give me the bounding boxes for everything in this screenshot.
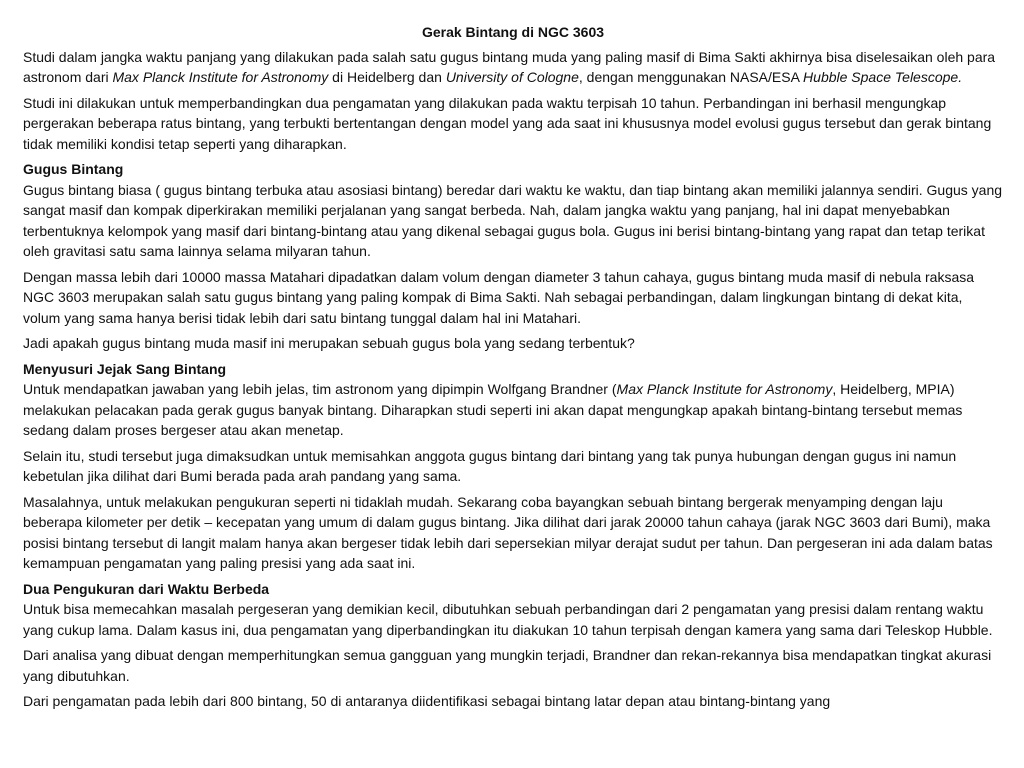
intro-institute-cologne: University of Cologne xyxy=(445,69,579,85)
jejak-text-1: Untuk mendapatkan jawaban yang lebih jelas, tim astronom yang dipimpin Wolfgang Brandner ( xyxy=(23,381,617,397)
section-heading-gugus-bintang: Gugus Bintang xyxy=(23,161,124,177)
paragraph-question: Jadi apakah gugus bintang muda masif ini merupakan sebuah gugus bola yang sedang terbentuk? xyxy=(23,335,635,351)
section-dua-pengukuran xyxy=(23,579,1003,641)
paragraph-intro xyxy=(23,47,1003,88)
paragraph-massa: Dengan massa lebih dari 10000 massa Matahari dipadatkan dalam volum dengan diameter 3 tahun cahaya, gugus bintang muda masif di nebula raksasa NGC 3603 merupakan salah satu gugus bintang yang paling kompak di Bima Sakti. Nah sebagai perbandingan, dalam lingkungan bintang di dekat kita, volum yang sama hanya berisi tidak lebih dari satu bintang tunggal dalam hal ini Matahari. xyxy=(23,268,975,326)
intro-text-2: di Heidelberg dan xyxy=(328,69,446,85)
paragraph-study: Studi ini dilakukan untuk memperbandingkan dua pengamatan yang dilakukan pada waktu terpisah 10 tahun. Perbandingan ini berhasil mengungkap pergerakan beberapa ratus bintang, yang terbukti bertentangan dengan model yang ada saat ini khususnya model evolusi gugus tersebut dan gerak bintang tidak memiliki kondisi tetap seperti yang diharapkan. xyxy=(23,94,992,152)
paragraph-measurement: Masalahnya, untuk melakukan pengukuran seperti ni tidaklah mudah. Sekarang coba bayangkan sebuah bintang bergerak menyamping dengan laju beberapa kilometer per detik – kecepatan yang umum di dalam gugus bintang. Jika dilihat dari jarak 20000 tahun cahaya (jarak NGC 3603 dari Bumi), maka posisi bintang tersebut di langit malam hanya akan bergeser tidak lebih dari sepersekian milyar derajat sudut per tahun. Dan pergeseran ini ada dalam batas kemampuan pengamatan yang paling presisi yang ada saat ini. xyxy=(23,493,993,571)
intro-text-3: , dengan menggunakan NASA/ESA xyxy=(578,69,804,85)
intro-telescope: Hubble Space Telescope. xyxy=(803,69,963,85)
section-heading-dua-pengukuran: Dua Pengukuran dari Waktu Berbeda xyxy=(23,580,270,597)
section-gugus-bintang xyxy=(23,159,1003,262)
document-page xyxy=(23,22,1003,717)
jejak-institute: Max Planck Institute for Astronomy xyxy=(616,381,833,397)
intro-text-1: Studi dalam jangka waktu panjang yang dilakukan pada salah satu gugus bintang muda yang paling masif di Bima Sakti akhirnya bisa diselesaikan oleh para astronom dari xyxy=(23,48,996,85)
jejak-text-2: , Heidelberg, MPIA) melakukan pelacakan pada gerak gugus banyak bintang. Diharapkan studi seperti ini akan dapat mengungkap apakah bintang-bintang tersebut memas sedang dalam proses bergeser atau akan menetap. xyxy=(23,381,963,438)
intro-institute-mpia: Max Planck Institute for Astronomy xyxy=(112,69,329,85)
document-title: Gerak Bintang di NGC 3603 xyxy=(421,24,605,40)
paragraph-dua-pengukuran: Untuk bisa memecahkan masalah pergeseran yang demikian kecil, dibutuhkan sebuah perbandingan dari 2 pengamatan yang presisi dalam rentang waktu yang cukup lama. Dalam kasus ini, dua pengamatan yang diperbandingkan itu diakukan 10 tahun terpisah dengan kamera yang sama dari Teleskop Hubble. xyxy=(23,601,993,638)
paragraph-analysis: Dari analisa yang dibuat dengan memperhitungkan semua gangguan yang mungkin terjadi, Brandner dan rekan-rekannya bisa mendapatkan tingkat akurasi yang dibutuhkan. xyxy=(23,647,992,684)
section-jejak-bintang xyxy=(23,359,1003,441)
paragraph-gugus-bintang: Gugus bintang biasa ( gugus bintang terbuka atau asosiasi bintang) beredar dari waktu ke waktu, dan tiap bintang akan memiliki jalannya sendiri. Gugus yang sangat masif dan kompak diperkirakan memiliki perjalanan yang sangat berbeda. Nah, dalam jangka waktu yang panjang, hal ini dapat menyebabkan terbentuknya kelompok yang masif dari bintang-bintang atau yang dikenal sebagai gugus bola. Gugus ini berisi bintang-bintang yang rapat dan tetap terikat oleh gravitasi satu sama lainnya selama milyaran tahun. xyxy=(23,181,1003,259)
paragraph-observation: Dari pengamatan pada lebih dari 800 bintang, 50 di antaranya diidentifikasi sebagai bintang latar depan atau bintang-bintang yang xyxy=(23,693,831,709)
paragraph-separation: Selain itu, studi tersebut juga dimaksudkan untuk memisahkan anggota gugus bintang dari bintang yang tak punya hubungan dengan gugus ini namun kebetulan jika dilihat dari Bumi berada pada arah pandang yang sama. xyxy=(23,447,957,484)
section-heading-jejak-bintang: Menyusuri Jejak Sang Bintang xyxy=(23,360,227,377)
